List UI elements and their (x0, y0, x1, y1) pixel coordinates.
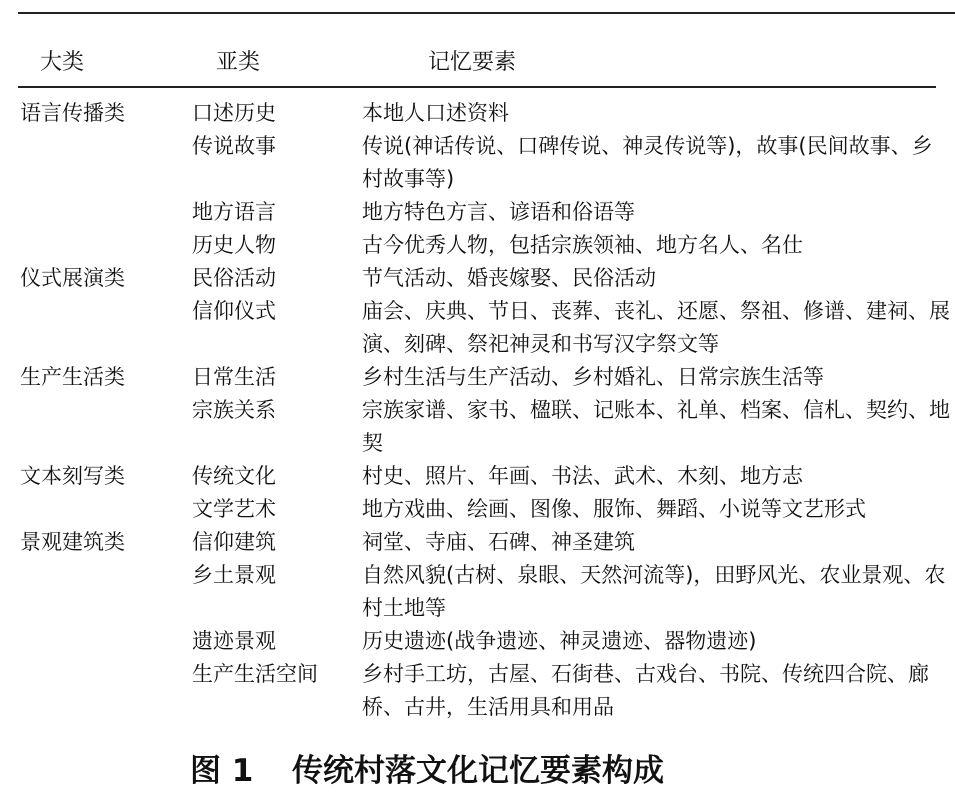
header-category: 大类 (40, 50, 85, 75)
elements-cell: 宗族家谱、家书、楹联、记账本、礼单、档案、信札、契约、地契 (362, 398, 950, 455)
table-header-rule (18, 86, 936, 88)
elements-cell: 祠堂、寺庙、石碑、神圣建筑 (362, 530, 635, 554)
subcategory-cell: 乡土景观 (192, 563, 276, 587)
elements-cell: 庙会、庆典、节日、丧葬、丧礼、还愿、祭祖、修谱、建祠、展演、刻碑、祭祀神灵和书写汉字祭文等 (362, 299, 950, 356)
subcategory-cell: 日常生活 (192, 365, 276, 389)
figure-caption (190, 750, 664, 792)
subcategory-cell: 信仰仪式 (192, 299, 276, 323)
elements-cell: 古今优秀人物，包括宗族领袖、地方名人、名仕 (362, 233, 803, 257)
subcategory-cell: 地方语言 (192, 200, 276, 224)
category-cell: 文本刻写类 (20, 464, 125, 488)
category-cell: 生产生活类 (20, 365, 125, 389)
subcategory-cell: 生产生活空间 (192, 662, 318, 686)
subcategory-cell: 传说故事 (192, 134, 276, 158)
elements-cell: 传说(神话传说、口碑传说、神灵传说等)，故事(民间故事、乡村故事等) (362, 134, 933, 191)
subcategory-cell: 民俗活动 (192, 266, 276, 290)
category-cell: 景观建筑类 (20, 530, 125, 554)
header-elements: 记忆要素 (428, 50, 517, 75)
elements-cell: 历史遗迹(战争遗迹、神灵遗迹、器物遗迹) (362, 629, 757, 653)
figure-number: 图 1 (190, 753, 254, 789)
category-cell: 仪式展演类 (20, 266, 125, 290)
subcategory-cell: 遗迹景观 (192, 629, 276, 653)
subcategory-cell: 宗族关系 (192, 398, 276, 422)
elements-cell: 乡村手工坊，古屋、石街巷、古戏台、书院、传统四合院、廊桥、古井，生活用具和用品 (362, 662, 929, 719)
elements-cell: 村史、照片、年画、书法、武术、木刻、地方志 (362, 464, 803, 488)
elements-cell: 地方特色方言、谚语和俗语等 (362, 200, 635, 224)
elements-cell: 乡村生活与生产活动、乡村婚礼、日常宗族生活等 (362, 365, 824, 389)
subcategory-cell: 历史人物 (192, 233, 276, 257)
table-top-rule (18, 12, 955, 14)
subcategory-cell: 信仰建筑 (192, 530, 276, 554)
subcategory-cell: 传统文化 (192, 464, 276, 488)
elements-cell: 本地人口述资料 (362, 101, 509, 125)
elements-cell: 地方戏曲、绘画、图像、服饰、舞蹈、小说等文艺形式 (362, 497, 866, 521)
header-subcategory: 亚类 (216, 50, 261, 75)
elements-cell: 节气活动、婚丧嫁娶、民俗活动 (362, 266, 656, 290)
subcategory-cell: 口述历史 (192, 101, 276, 125)
subcategory-cell: 文学艺术 (192, 497, 276, 521)
elements-cell: 自然风貌(古树、泉眼、天然河流等)，田野风光、农业景观、农村土地等 (362, 563, 946, 620)
category-cell: 语言传播类 (20, 101, 125, 125)
figure-title: 传统村落文化记忆要素构成 (292, 753, 664, 789)
